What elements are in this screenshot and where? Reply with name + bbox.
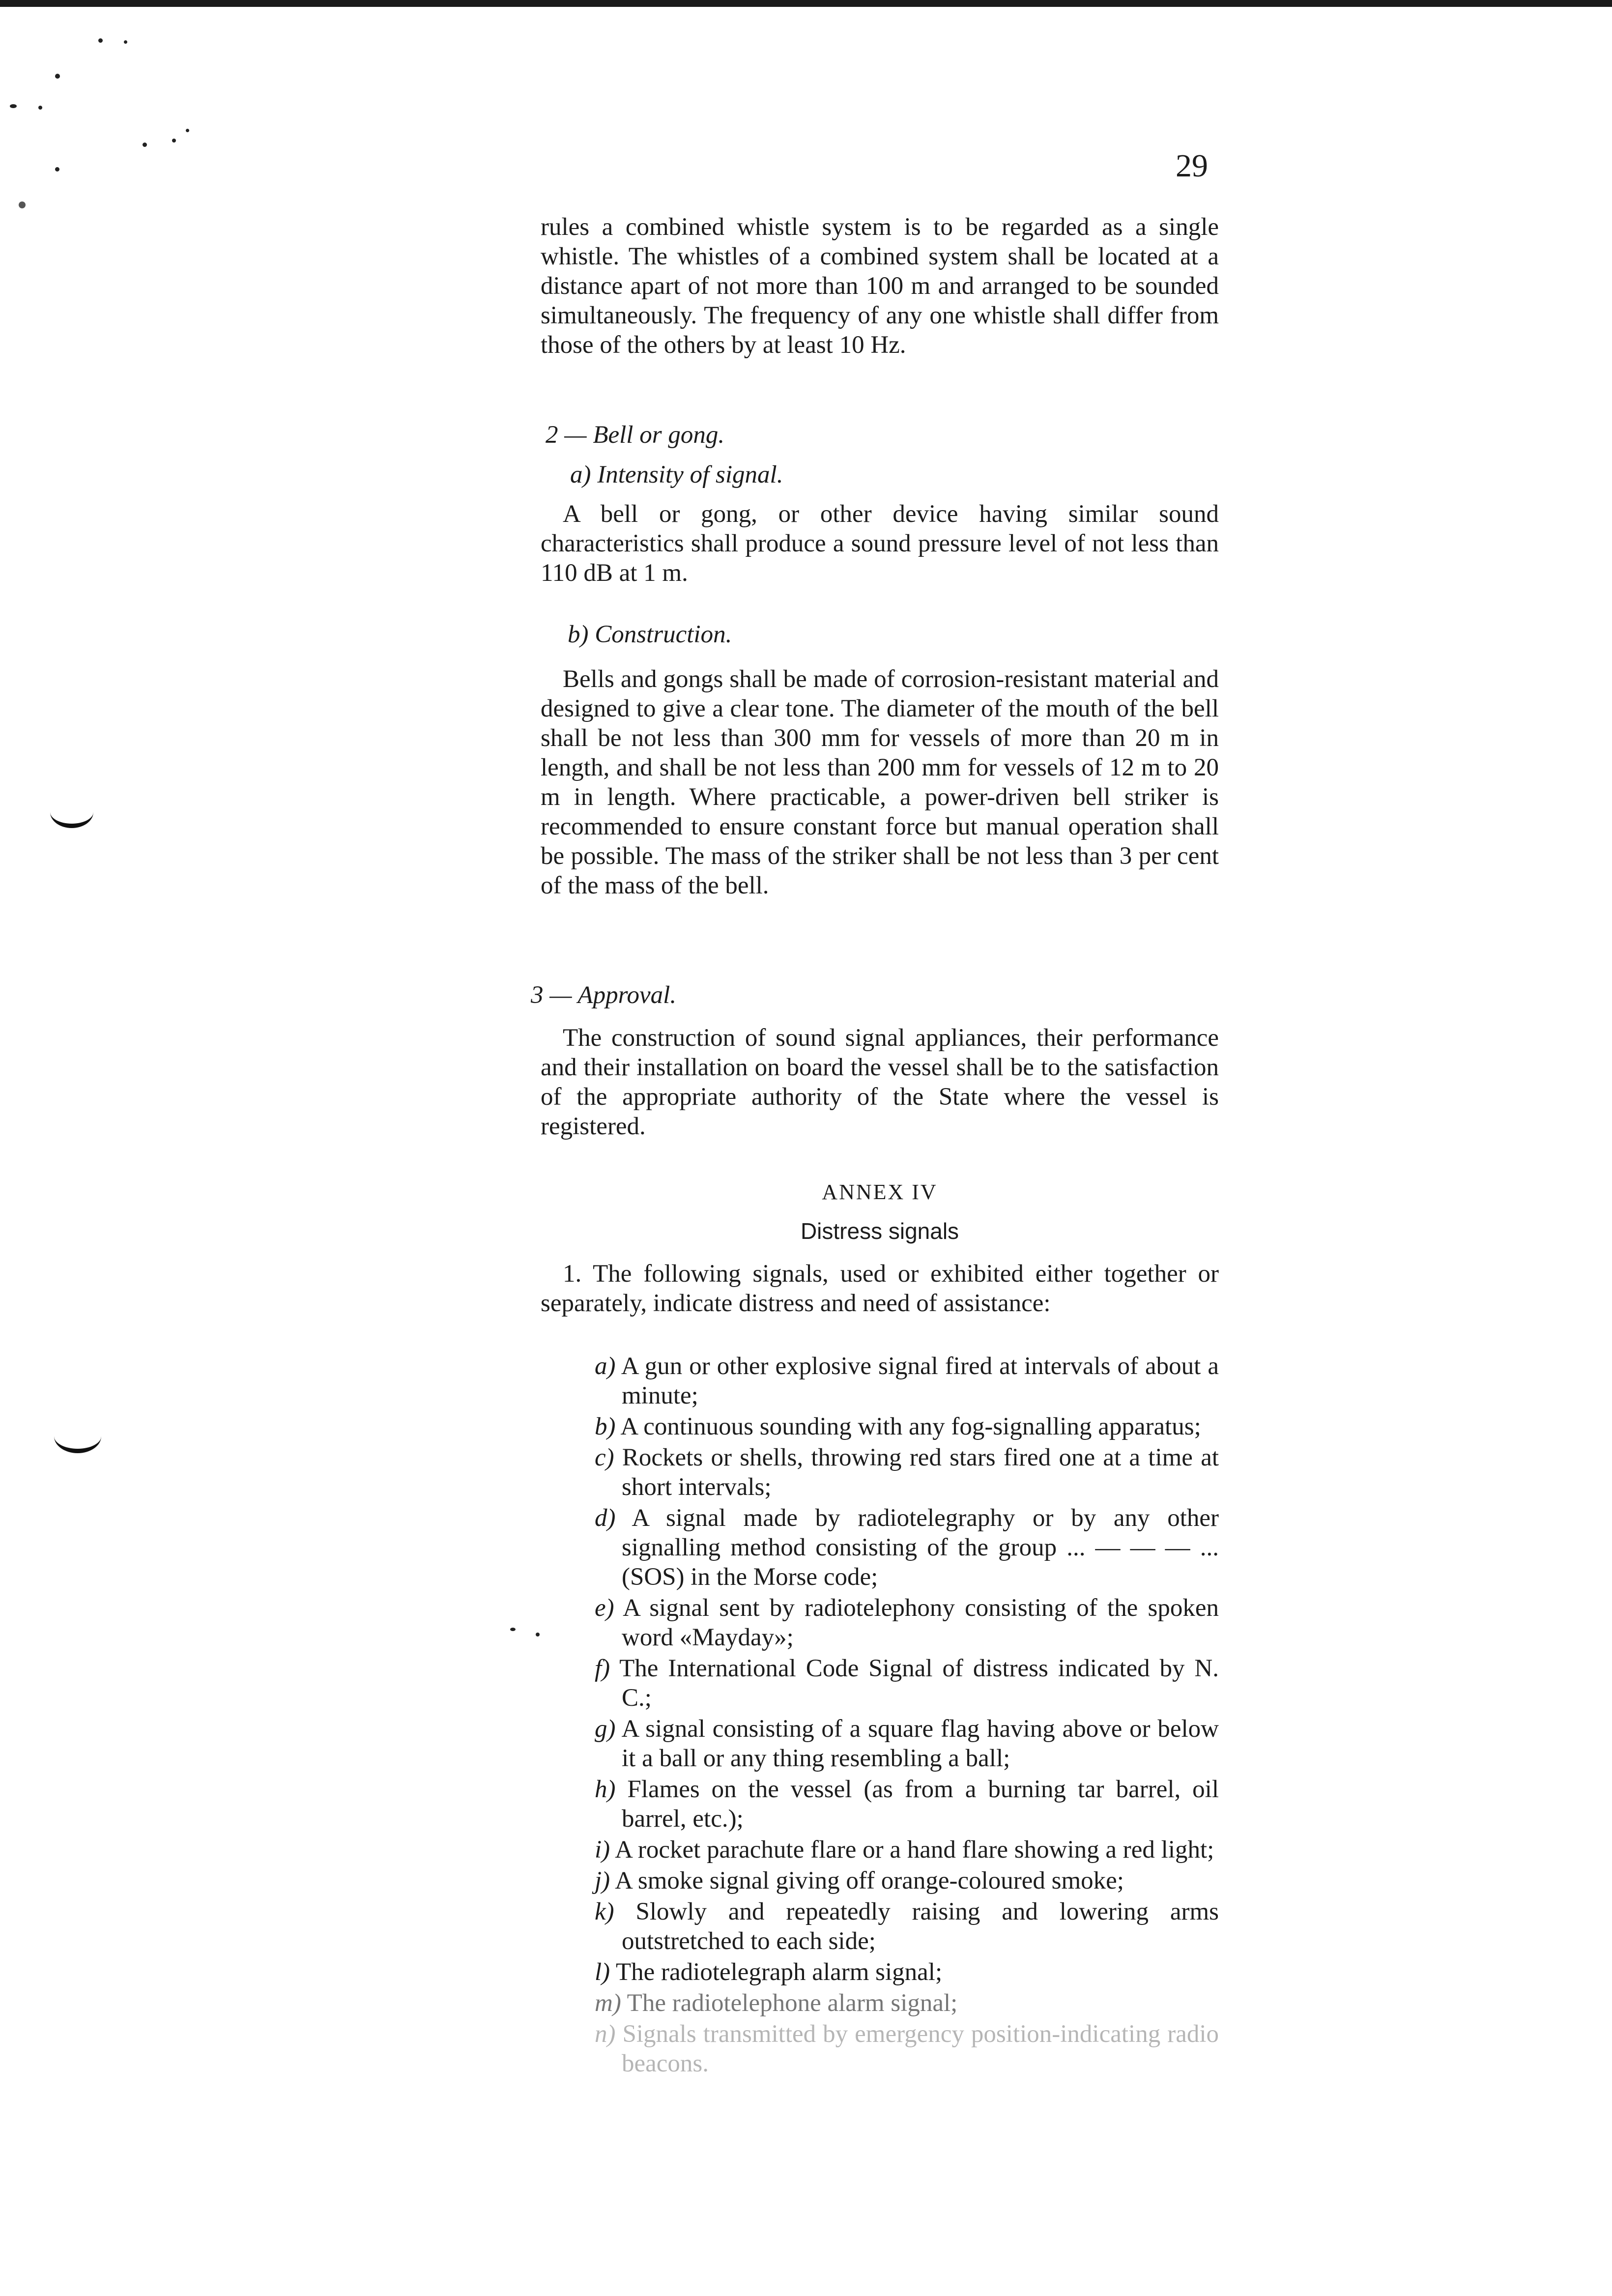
scan-speck: [10, 104, 17, 108]
scan-speck: [124, 40, 127, 44]
scan-speck: [55, 74, 60, 79]
annex-title: ANNEX IV: [822, 1180, 938, 1204]
scan-speck: [536, 1633, 540, 1636]
item-label: g): [595, 1715, 616, 1743]
page-number: 29: [1176, 148, 1208, 184]
item-text: Flames on the vessel (as from a burning tar barrel, oil barrel, etc.);: [622, 1776, 1219, 1833]
list-item: [541, 1714, 1219, 1773]
list-item: [541, 1654, 1219, 1713]
item-label: c): [595, 1444, 614, 1471]
approval-text: The construction of sound signal appliances, their performance and their installation on board the vessel shall be to the satisfaction of the appropriate authority of the State where the vessel is registered.: [541, 1024, 1219, 1140]
construction-block: [541, 664, 1219, 900]
item-label: d): [595, 1504, 616, 1532]
item-label: e): [595, 1594, 614, 1622]
item-text: A signal made by radiotelegraphy or by any other signalling method consisting of the group ... — — — ... (SOS) in the Morse code;: [622, 1504, 1219, 1591]
scan-speck: [510, 1628, 516, 1631]
opening-paragraph: rules a combined whistle system is to be regarded as a single whistle. The whistles of a combined system shall be located at a distance apart of not more than 100 m and arranged to be sounded simultaneously. The frequency of any one whistle shall differ from those of the others by at least 10 Hz.: [541, 213, 1219, 359]
item-label: b): [595, 1413, 616, 1440]
item-label: f): [595, 1655, 610, 1682]
scan-speck: [55, 167, 59, 172]
bell-gong-heading: 2 — Bell or gong.: [546, 421, 725, 449]
item-text: A signal sent by radiotelephony consisting of the spoken word «Mayday»;: [622, 1594, 1219, 1651]
item-text: The radiotelegraph alarm signal;: [616, 1958, 943, 1986]
item-text: A rocket parachute flare or a hand flare showing a red light;: [615, 1836, 1214, 1864]
scan-speck: [186, 129, 189, 132]
scan-speck: [172, 139, 176, 143]
intensity-heading: a) Intensity of signal.: [570, 461, 783, 488]
list-item: [541, 1412, 1219, 1441]
item-text: Rockets or shells, throwing red stars fired one at a time at short intervals;: [622, 1444, 1219, 1501]
list-item: [541, 1503, 1219, 1592]
item-label: j): [595, 1867, 610, 1894]
list-item: [541, 1988, 1219, 2018]
annex-intro: 1. The following signals, used or exhibited either together or separately, indicate distress and need of assistance:: [541, 1260, 1219, 1317]
item-label: i): [595, 1836, 610, 1864]
distress-signal-list-block: [541, 1351, 1219, 2080]
distress-signal-list: [541, 1351, 1219, 2078]
scan-speck: [98, 38, 103, 43]
item-text: A gun or other explosive signal fired at intervals of about a minute;: [621, 1352, 1219, 1409]
list-item: [541, 1835, 1219, 1865]
item-label: a): [595, 1352, 616, 1380]
approval-heading: 3 — Approval.: [531, 981, 677, 1009]
list-item: [541, 1897, 1219, 1956]
list-item: [541, 1351, 1219, 1410]
item-label: k): [595, 1898, 614, 1925]
list-item: [541, 1957, 1219, 1987]
list-item: [541, 1775, 1219, 1834]
approval-block: [541, 1023, 1219, 1141]
list-item: [541, 1443, 1219, 1502]
annex-intro-block: [541, 1259, 1219, 1318]
item-text: A smoke signal giving off orange-coloured smoke;: [615, 1867, 1124, 1894]
binder-hole-mark: [50, 796, 93, 828]
item-label: m): [595, 1989, 621, 2017]
annex-subtitle: Distress signals: [800, 1218, 959, 1244]
scan-speck: [19, 201, 26, 208]
item-text: Slowly and repeatedly raising and lowering arms outstretched to each side;: [622, 1898, 1219, 1955]
list-item: [541, 2019, 1219, 2078]
item-text: The International Code Signal of distress indicated by N. C.;: [619, 1655, 1219, 1712]
list-item: [541, 1593, 1219, 1652]
scan-speck: [143, 143, 147, 147]
construction-heading: b) Construction.: [568, 621, 732, 648]
item-label: n): [595, 2020, 616, 2048]
construction-text: Bells and gongs shall be made of corrosion-resistant material and designed to give a clear tone. The diameter of the mouth of the bell shall be not less than 300 mm for vessels of more than 20 m in length, and shall be not less than 200 mm for vessels of 12 m to 20 m in length. Where practicable, a power-driven bell striker is recommended to ensure constant force but manual operation shall be possible. The mass of the striker shall be not less than 3 per cent of the mass of the bell.: [541, 665, 1219, 899]
opening-paragraph-block: [541, 212, 1219, 360]
intensity-block: [541, 499, 1219, 588]
page-top-edge: [0, 0, 1612, 7]
scan-speck: [38, 106, 42, 110]
list-item: [541, 1866, 1219, 1895]
item-text: A signal consisting of a square flag having above or below it a ball or any thing resembling a ball;: [621, 1715, 1219, 1772]
item-label: l): [595, 1958, 610, 1986]
intensity-text: A bell or gong, or other device having similar sound characteristics shall produce a sound pressure level of not less than 110 dB at 1 m.: [541, 500, 1219, 587]
item-text: The radiotelephone alarm signal;: [627, 1989, 958, 2017]
item-text: Signals transmitted by emergency position-indicating radio beacons.: [622, 2020, 1219, 2077]
item-text: A continuous sounding with any fog-signalling apparatus;: [620, 1413, 1201, 1440]
item-label: h): [595, 1776, 616, 1803]
binder-hole-mark: [54, 1419, 101, 1453]
